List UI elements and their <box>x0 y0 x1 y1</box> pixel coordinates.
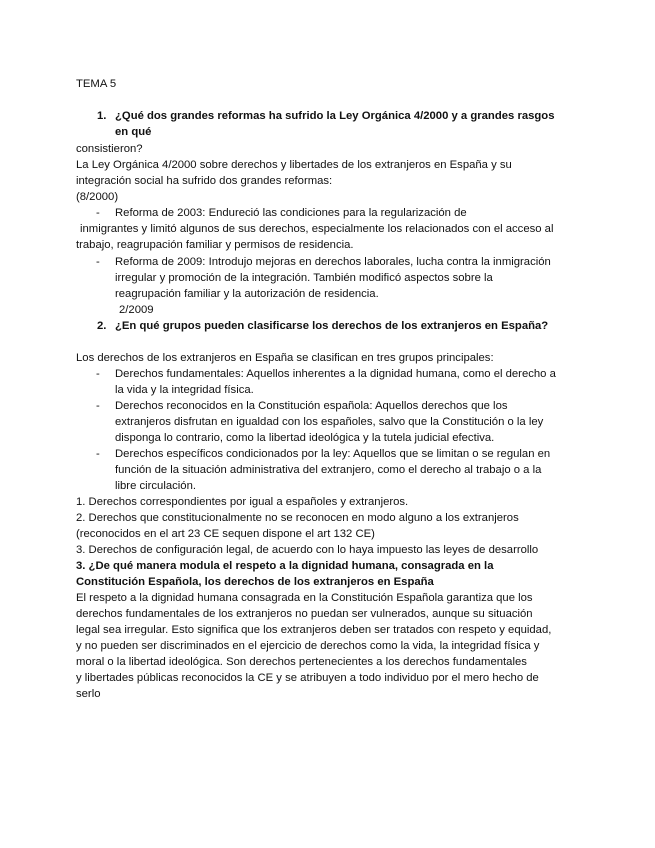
question-2-number: 2. <box>97 320 107 332</box>
numbered-item-3: 3. Derechos de configuración legal, de acuerdo con lo haya impuesto las leyes de desarrollo <box>76 544 539 556</box>
reform-2009-text: reagrupación familiar y la autorización de residencia. <box>115 288 379 300</box>
reform-2009-text: 2/2009 <box>119 304 154 316</box>
q3-paragraph-line: y no pueden ser discriminados en el ejercicio de derechos como la vida, la integridad física y <box>76 640 540 652</box>
q3-paragraph-line: El respeto a la dignidad humana consagrada en la Constitución Española garantiza que los <box>76 592 533 604</box>
document-title: TEMA 5 <box>76 78 117 90</box>
q1-intro-line: (8/2000) <box>76 191 119 203</box>
reform-2009-text: irregular y promoción de la integración. También modificó aspectos sobre la <box>115 272 493 284</box>
q1-intro-line: La Ley Orgánica 4/2000 sobre derechos y libertades de los extranjeros en España y su <box>76 159 512 171</box>
question-3-heading: 3. ¿De qué manera modula el respeto a la dignidad humana, consagrada en la <box>76 560 494 572</box>
bullet-dash: - <box>96 256 100 268</box>
q3-paragraph-line: y libertades públicas reconocidos la CE y se atribuyen a todo individuo por el mero hecho de <box>76 672 539 684</box>
reform-2003-text: inmigrantes y limitó algunos de sus derechos, especialmente los relacionados con el acceso al <box>80 223 554 235</box>
question-2-heading: ¿En qué grupos pueden clasificarse los derechos de los extranjeros en España? <box>115 320 549 332</box>
q3-paragraph-line: moral o la libertad ideológica. Son derechos pertenecientes a los derechos fundamentales <box>76 656 527 668</box>
bullet-dash: - <box>96 207 100 219</box>
q3-paragraph-line: legal sea irregular. Esto significa que los extranjeros deben ser tratados con respeto y equidad, <box>76 624 552 636</box>
q1-intro-line: integración social ha sufrido dos grandes reformas: <box>76 175 333 187</box>
bullet-dash: - <box>96 448 100 460</box>
numbered-item-2: 2. Derechos que constitucionalmente no se reconocen en modo alguno a los extranjeros <box>76 512 519 524</box>
question-1-heading: ¿Qué dos grandes reformas ha sufrido la Ley Orgánica 4/2000 y a grandes rasgos <box>115 110 555 122</box>
group-3-text: libre circulación. <box>115 480 196 492</box>
group-1-text: Derechos fundamentales: Aquellos inherentes a la dignidad humana, como el derecho a <box>115 368 556 380</box>
group-3-text: Derechos específicos condicionados por la ley: Aquellos que se limitan o se regulan en <box>115 448 551 460</box>
q3-paragraph-line: derechos fundamentales de los extranjeros no puedan ser vulnerados, aunque su situación <box>76 608 533 620</box>
group-1-text: la vida y la integridad física. <box>115 384 254 396</box>
question-3-heading-cont: Constitución Española, los derechos de los extranjeros en España <box>76 576 434 588</box>
question-1-heading-end: consistieron? <box>76 143 143 155</box>
bullet-dash: - <box>96 400 100 412</box>
reform-2009-text: Reforma de 2009: Introdujo mejoras en derechos laborales, lucha contra la inmigración <box>115 256 551 268</box>
group-3-text: función de la situación administrativa del extranjero, como el derecho al trabajo o a la <box>115 464 542 476</box>
question-1-number: 1. <box>97 110 107 122</box>
reform-2003-text: Reforma de 2003: Endureció las condiciones para la regularización de <box>115 207 467 219</box>
group-2-text: disponga lo contrario, como la libertad ideológica y la tutela judicial efectiva. <box>115 432 495 444</box>
group-2-text: extranjeros disfrutan en igualdad con los españoles, salvo que la Constitución o la ley <box>115 416 544 428</box>
numbered-item-1: 1. Derechos correspondientes por igual a españoles y extranjeros. <box>76 496 409 508</box>
q2-intro: Los derechos de los extranjeros en España se clasifican en tres grupos principales: <box>76 352 494 364</box>
reform-2003-text: trabajo, reagrupación familiar y permisos de residencia. <box>76 239 354 251</box>
q3-paragraph-line: serlo <box>76 688 101 700</box>
group-2-text: Derechos reconocidos en la Constitución española: Aquellos derechos que los <box>115 400 508 412</box>
question-1-heading-cont: en qué <box>115 126 152 138</box>
bullet-dash: - <box>96 368 100 380</box>
numbered-item-2: (reconocidos en el art 23 CE sequen dispone el art 132 CE) <box>76 528 375 540</box>
